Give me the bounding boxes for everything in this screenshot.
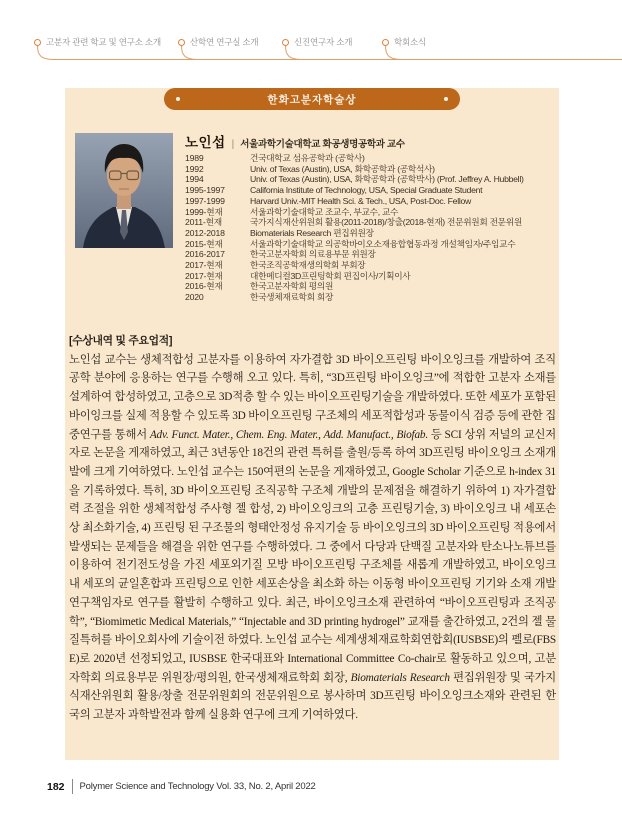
cv-list	[185, 153, 555, 303]
cv-row	[185, 281, 555, 292]
cv-period: 1992	[185, 163, 204, 174]
cv-row	[185, 164, 555, 175]
cv-description: Harvard Univ.-MIT Health Sci. & Tech., USA, Post-Doc. Fellow	[250, 195, 471, 206]
nav-bullet-icon	[34, 39, 41, 46]
footer-divider	[72, 779, 73, 794]
cv-period: 1999-현재	[185, 206, 223, 217]
cv-description: 한국조직공학재생의학회 부회장	[250, 260, 366, 271]
achievements-heading: [수상내역 및 주요업적]	[69, 335, 173, 347]
cv-row	[185, 249, 555, 260]
cv-description: Univ. of Texas (Austin), USA, 화학공학과 (공학석사)	[250, 163, 435, 174]
cv-row	[185, 185, 555, 196]
cv-period: 2015-현재	[185, 238, 223, 249]
award-panel	[65, 88, 559, 760]
cv-period: 1994	[185, 174, 204, 185]
profile-photo	[75, 133, 173, 248]
cv-row	[185, 228, 555, 239]
name-separator: |	[231, 139, 235, 150]
cv-description: 대한메디컬3D프린팅학회 편집이사/기획이사	[250, 270, 411, 281]
award-badge-label: 한화고분자학술상	[267, 93, 357, 106]
nav-item-label: 학회소식	[394, 37, 427, 47]
cv-period: 1995-1997	[185, 185, 225, 196]
nav-item-label: 고분자 관련 학교 및 연구소 소개	[46, 37, 161, 47]
cv-description: 한국생체재료학회 회장	[250, 292, 334, 303]
cv-period: 2017-현재	[185, 260, 223, 271]
journal-title: Polymer Science and Technology Vol. 33, No. 2, April 2022	[79, 781, 316, 792]
nav-bullet-icon	[382, 39, 389, 46]
achievements-paragraph: 노인섭 교수는 생체적합성 고분자를 이용하여 자가결합 3D 바이오프린팅 바이오잉크를 개발하여 조직공학 분야에 응용하는 연구를 수행해 오고 있다. 특히, “3D프린팅 바이오잉크”에 적합한 고분자 소재를 설계하여 합성하였고, 고층으로 3D적층 할 수 있는 바이오프린팅기술을 개발하였다. 또한 세포가 포함된 바이잉크를 실제 적용할 수 있도록 3D 바이오프린팅 구조체의 세포적합성과 동물이식 검증 등에 관한 집중연구를 통해서 Adv. Funct. Mater., Chem. Eng. Mater., Add. Manufact., Biofab. 등 SCI 상위 저널의 교신저자로 논문을 게재하였고, 최근 3년동안 18건의 관련 특허를 출원/등록 하여 3D프린팅 바이오잉크 소재개발에 크게 기여하였다. 노인섭 교수는 150여편의 논문을 게재하였고, Google Scholar 기준으로 h-index 31을 기록하였다. 특히, 3D 바이오프린팅 조직공학 구조체 개발의 문제점을 해결하기 위하여 1) 자가결합력 조절을 위한 생체적합성 주사형 젤 합성, 2) 바이오잉크의 고층 프린팅기술, 3) 바이오잉크 내 세포손상 최소화기술, 4) 프린팅 된 구조물의 형태안정성 유지기술 등 바이오잉크의 3D 바이오프린팅 적용에서 발생되는 문제들을 해결을 위한 연구를 수행하였다. 그 중에서 다당과 단백질 고분자와 탄소나노튜브를 이용하여 전기전도성을 가진 세포외기질 모방 바이오프린팅 구조체를 새롭게 개발하였고, 바이오잉크 내 세포의 균일혼합과 프린팅으로 인한 세포손상을 최소화 하는 이동형 바이오프린팅 기기와 소재 개발 연구책임자로 연구를 활발히 수행하고 있다. 최근, 바이오잉크소재 관련하여 “바이오프린팅과 조직공학”, “Biomimetic Medical Materials,” “Injectable and 3D printing hydrogel” 교재를 출간하였고, 2건의 젤 물질특허를 바이오회사에 기술이전 하였다. 노인섭 교수는 세계생체재료학회연합회(IUSBSE)의 펠로(FBSE)로 2020년 선정되었고, IUSBSE 한국대표와 International Committee Co-chair로 활동하고 있으며, 고분자학회 의료용부문 위원장/평의원, 한국생체재료학회 회장, Biomaterials Research 편집위원장 및 국가지식재산위원회 활용/창출 전문위원회의 전문위원으로 봉사하며 3D프린팅 바이오잉크소재와 관련된 한국의 고분자 과학발전과 함께 실용화 연구에 크게 기여하였다.	[69, 353, 556, 722]
nav-item-label: 산학연 연구실 소개	[190, 37, 259, 47]
badge-dot-icon	[444, 97, 448, 101]
cv-row	[185, 260, 555, 271]
cv-row	[185, 271, 555, 282]
cv-row	[185, 174, 555, 185]
nav-item-new-researchers[interactable]	[282, 36, 352, 48]
cv-row	[185, 217, 555, 228]
award-badge	[164, 88, 460, 110]
badge-dot-icon	[176, 97, 180, 101]
cv-period: 2016-2017	[185, 249, 225, 260]
cv-description: 건국대학교 섬유공학과 (공학사)	[250, 153, 365, 163]
profile-name-block	[185, 131, 405, 151]
cv-period: 2012-2018	[185, 227, 225, 238]
cv-period: 2011-현재	[185, 217, 222, 228]
cv-period: 1997-1999	[185, 195, 225, 206]
cv-description: 국가지식재산위원회 활용(2011-2018)/창출(2018-현재) 전문위원회 전문위원	[250, 217, 522, 228]
nav-bullet-icon	[282, 39, 289, 46]
nav-bullet-icon	[178, 39, 185, 46]
nav-item-society-news[interactable]	[382, 36, 426, 48]
cv-row	[185, 196, 555, 207]
page-footer	[47, 779, 316, 794]
cv-description: 한국고분자학회 의료용부문 위원장	[250, 249, 376, 260]
cv-description: California Institute of Technology, USA, Special Graduate Student	[250, 185, 483, 196]
professor-name: 노인섭	[185, 135, 226, 150]
cv-description: 서울과학기술대학교 의공학바이오소재융합협동과정 개설책임자/주임교수	[250, 238, 516, 249]
cv-period: 1989	[185, 153, 204, 163]
nav-timeline-line	[0, 0, 622, 66]
cv-period: 2016-현재	[185, 281, 223, 292]
cv-row	[185, 292, 555, 303]
cv-description: 서울과학기술대학교 조교수, 부교수, 교수	[250, 206, 399, 217]
cv-row	[185, 239, 555, 250]
professor-affiliation: 서울과학기술대학교 화공생명공학과 교수	[240, 139, 405, 150]
cv-row	[185, 207, 555, 218]
nav-item-schools-institutes[interactable]	[34, 36, 161, 48]
cv-row	[185, 153, 555, 164]
cv-description: Biomaterials Research 편집위원장	[250, 227, 374, 238]
cv-period: 2020	[185, 292, 204, 303]
nav-item-label: 신진연구자 소개	[294, 37, 353, 47]
cv-description: Univ. of Texas (Austin), USA, 화학공학과 (공학박사) (Prof. Jeffrey A. Hubbell)	[250, 174, 524, 185]
cv-description: 한국고분자학회 평의원	[250, 281, 334, 292]
page-number: 182	[47, 780, 65, 793]
cv-period: 2017-현재	[185, 270, 223, 281]
achievements-section	[69, 332, 556, 725]
nav-item-industry-lab[interactable]	[178, 36, 258, 48]
